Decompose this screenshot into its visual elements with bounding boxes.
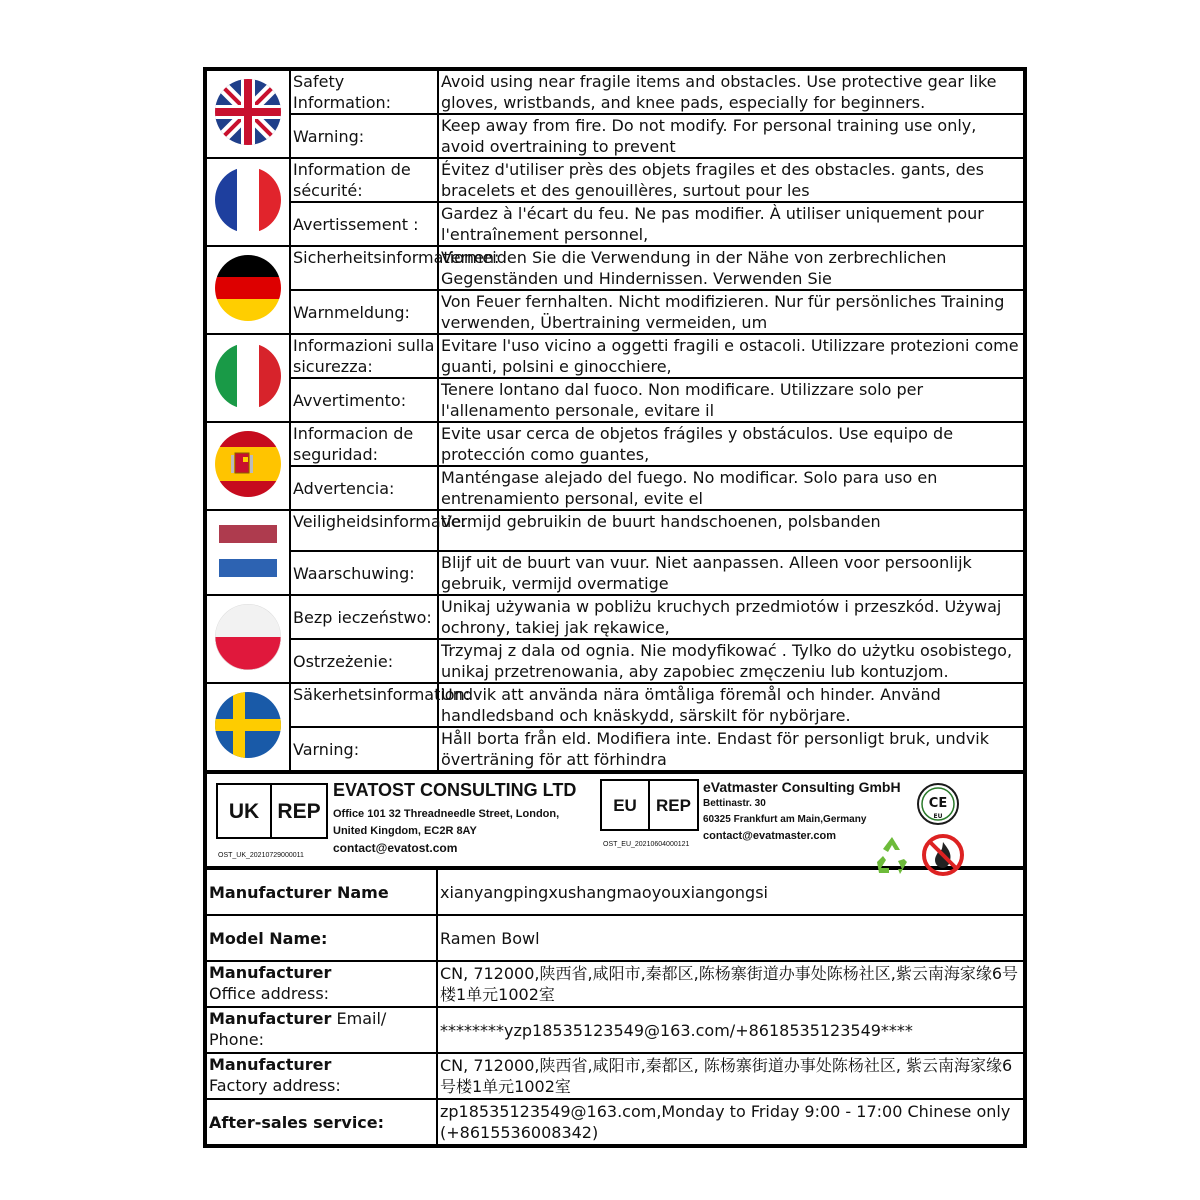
info-label-bold: Manufacturer Name — [209, 882, 389, 902]
safety-text: Undvik att använda nära ömtåliga föremål och hinder. Använd handledsband och knäskydd, särskilt för nybörjare. — [438, 683, 1024, 727]
eu-rep-email: contact@evatmaster.com — [703, 830, 837, 842]
info-value: ********yzp18535123549@163.com/+8618535123549**** — [437, 1007, 1024, 1053]
eu-rep-code: OST_EU_20210604000121 — [603, 841, 690, 848]
info-label-rest: Factory address: — [209, 1076, 341, 1095]
info-label-bold: Manufacturer — [209, 1009, 332, 1028]
safety-label: Informacion de seguridad: — [290, 422, 438, 466]
info-row — [206, 915, 1024, 961]
eu-rep-address-line1: Bettinastr. 30 — [703, 798, 766, 809]
info-value: Ramen Bowl — [437, 915, 1024, 961]
representatives-table — [205, 772, 1025, 868]
poland-flag-icon — [213, 602, 283, 677]
france-flag-icon — [213, 165, 283, 240]
poland-flag-cell — [206, 595, 290, 683]
safety-row — [206, 595, 1024, 639]
safety-label: Bezp ieczeństwo: — [290, 595, 438, 639]
info-label-rest: Office address: — [209, 984, 330, 1003]
safety-row — [206, 378, 1024, 422]
safety-label: Warning: — [290, 114, 438, 158]
info-label — [206, 869, 437, 915]
uk-flag-icon — [213, 77, 283, 152]
uk-rep-badge-left: UK — [228, 799, 260, 823]
eu-rep-badge-left: EU — [613, 795, 637, 815]
info-label-rest: Email/ Phone: — [209, 1009, 387, 1049]
safety-label: Avertissement : — [290, 202, 438, 246]
uk-rep-address-line1: Office 101 32 Threadneedle Street, London, — [333, 808, 560, 820]
ce-mark-icon — [916, 782, 960, 826]
safety-label: Ostrzeżenie: — [290, 639, 438, 683]
italy-flag-cell — [206, 334, 290, 422]
safety-row — [206, 510, 1024, 551]
uk-rep-email: contact@evatost.com — [333, 841, 458, 855]
safety-label: Informazioni sulla sicurezza: — [290, 334, 438, 378]
safety-text: Évitez d'utiliser près des objets fragiles et des obstacles. gants, des bracelets et des genouillères, surtout pour les — [438, 158, 1024, 202]
safety-label: Säkerhetsinformation: — [290, 683, 438, 727]
info-row — [206, 961, 1024, 1007]
safety-row — [206, 70, 1024, 114]
safety-label: Sicherheitsinformationen: — [290, 246, 438, 290]
safety-row — [206, 202, 1024, 246]
info-label — [206, 1099, 437, 1145]
uk-rep-name: EVATOST CONSULTING LTD — [333, 780, 577, 800]
safety-text: Keep away from fire. Do not modify. For personal training use only, avoid overtraining to prevent — [438, 114, 1024, 158]
uk-rep-address — [333, 806, 559, 857]
france-flag-cell — [206, 158, 290, 246]
safety-row — [206, 290, 1024, 334]
info-label-bold: After-sales service: — [209, 1112, 385, 1132]
uk-rep-badge-right: REP — [270, 785, 326, 837]
netherlands-flag-cell — [206, 510, 290, 595]
safety-label: Warnmeldung: — [290, 290, 438, 334]
info-value: CN, 712000,陕西省,咸阳市,秦都区,陈杨寨街道办事处陈杨社区,紫云南海家缘6号楼1单元1002室 — [437, 961, 1024, 1007]
safety-row — [206, 114, 1024, 158]
safety-row — [206, 683, 1024, 727]
info-label — [206, 1053, 437, 1099]
germany-flag-cell — [206, 246, 290, 334]
sweden-flag-icon — [213, 690, 283, 765]
safety-text: Trzymaj z dala od ognia. Nie modyfikować . Tylko do użytku osobistego, unikaj przetrenowania, aby zapobiec zmęczeniu lub kontuzjom. — [438, 639, 1024, 683]
sweden-flag-cell — [206, 683, 290, 771]
info-row — [206, 1053, 1024, 1099]
info-value: xianyangpingxushangmaoyouxiangongsi — [437, 869, 1024, 915]
germany-flag-icon — [213, 253, 283, 328]
info-label — [206, 915, 437, 961]
uk-rep-code: OST_UK_20210729000011 — [218, 852, 304, 859]
safety-text: Blijf uit de buurt van vuur. Niet aanpassen. Alleen voor persoonlijk gebruik, vermijd overmatige — [438, 551, 1024, 595]
safety-row — [206, 466, 1024, 510]
safety-text: Unikaj używania w pobliżu kruchych przedmiotów i przeszkód. Używaj ochrony, takiej jak rękawice, — [438, 595, 1024, 639]
safety-row — [206, 727, 1024, 771]
info-label — [206, 961, 437, 1007]
safety-text: Von Feuer fernhalten. Nicht modifizieren. Nur für persönliches Training verwenden, Übertraining vermeiden, um — [438, 290, 1024, 334]
spain-flag-icon — [213, 429, 283, 504]
no-fire-icon — [920, 832, 966, 878]
recycle-icon — [869, 832, 915, 878]
safety-row — [206, 639, 1024, 683]
safety-table — [205, 69, 1025, 772]
safety-text: Vermeiden Sie die Verwendung in der Nähe von zerbrechlichen Gegenständen und Hindernissen. Verwenden Sie — [438, 246, 1024, 290]
eu-rep-badge-right: REP — [648, 781, 697, 829]
safety-text: Gardez à l'écart du feu. Ne pas modifier. À utiliser uniquement pour l'entraînement personnel, — [438, 202, 1024, 246]
spain-flag-cell — [206, 422, 290, 510]
safety-label: Advertencia: — [290, 466, 438, 510]
safety-label: Safety Information: — [290, 70, 438, 114]
safety-text: Evite usar cerca de objetos frágiles y obstáculos. Use equipo de protección como guantes, — [438, 422, 1024, 466]
info-row — [206, 1099, 1024, 1145]
safety-label: Information de sécurité: — [290, 158, 438, 202]
safety-label: Veiligheidsinformatie: — [290, 510, 438, 551]
representatives-cell — [206, 773, 1024, 867]
product-label-sheet — [203, 67, 1027, 1148]
safety-label: Avvertimento: — [290, 378, 438, 422]
safety-label: Varning: — [290, 727, 438, 771]
safety-row — [206, 551, 1024, 595]
safety-row — [206, 158, 1024, 202]
safety-text: Manténgase alejado del fuego. No modificar. Solo para uso en entrenamiento personal, evite el — [438, 466, 1024, 510]
safety-text: Håll borta från eld. Modifiera inte. Endast för personligt bruk, undvik överträning för att förhindra — [438, 727, 1024, 771]
uk-rep-badge — [216, 783, 328, 839]
info-row — [206, 1007, 1024, 1053]
safety-text: Evitare l'uso vicino a oggetti fragili e ostacoli. Utilizzare protezioni come guanti, polsini e ginocchiere, — [438, 334, 1024, 378]
safety-row — [206, 246, 1024, 290]
eu-rep-badge — [600, 779, 699, 831]
info-label-bold: Model Name: — [209, 928, 328, 948]
italy-flag-icon — [213, 341, 283, 416]
ce-mark-text: CE — [928, 796, 948, 811]
info-value: CN, 712000,陕西省,咸阳市,秦都区, 陈杨寨街道办事处陈杨社区, 紫云南海家缘6号楼1单元1002室 — [437, 1053, 1024, 1099]
safety-text: Vermijd gebruikin de buurt handschoenen, polsbanden — [438, 510, 1024, 551]
ce-mark-sub: EU — [933, 813, 943, 820]
netherlands-flag-icon — [213, 515, 283, 590]
eu-rep-address-line2: 60325 Frankfurt am Main,Germany — [703, 814, 867, 825]
safety-text: Tenere lontano dal fuoco. Non modificare. Utilizzare solo per l'allenamento personale, evitare il — [438, 378, 1024, 422]
uk-rep-address-line2: United Kingdom, EC2R 8AY — [333, 825, 477, 837]
uk-flag-cell — [206, 70, 290, 158]
eu-rep-address — [703, 796, 866, 844]
info-label-bold: Manufacturer — [209, 1055, 332, 1074]
eu-rep-name: eVatmaster Consulting GmbH — [703, 779, 901, 795]
safety-row — [206, 334, 1024, 378]
info-value: zp18535123549@163.com,Monday to Friday 9:00 - 17:00 Chinese only (+8615536008342) — [437, 1099, 1024, 1145]
manufacturer-info-table — [205, 868, 1025, 1146]
info-label-bold: Manufacturer — [209, 963, 332, 982]
safety-text: Avoid using near fragile items and obstacles. Use protective gear like gloves, wristbands, and knee pads, especially for beginners. — [438, 70, 1024, 114]
info-label — [206, 1007, 437, 1053]
safety-label: Waarschuwing: — [290, 551, 438, 595]
safety-row — [206, 422, 1024, 466]
